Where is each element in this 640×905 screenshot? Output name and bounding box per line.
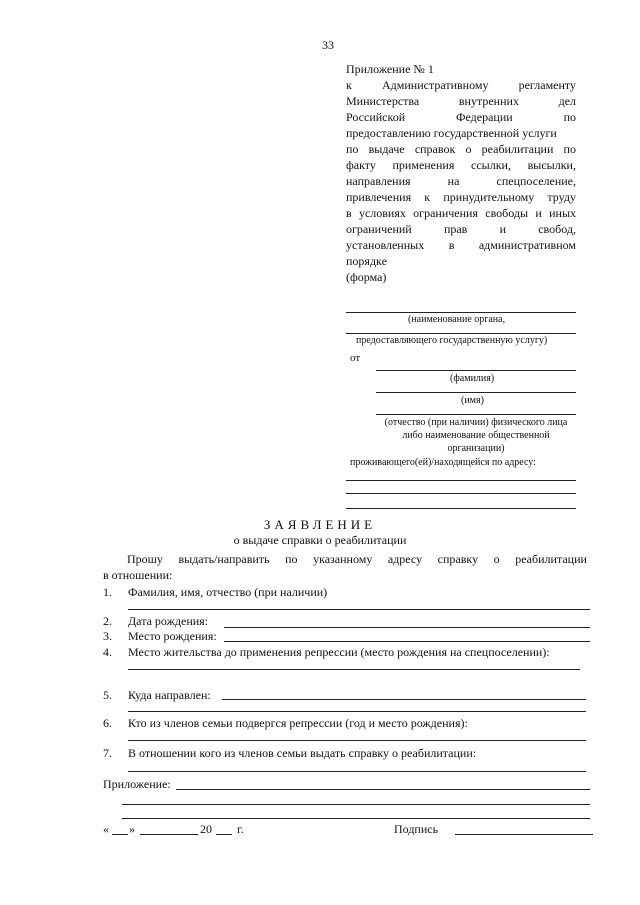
item-4-field[interactable]: [128, 669, 580, 670]
appendix-word: на: [447, 174, 460, 188]
patronymic-line[interactable]: [376, 414, 576, 415]
appendix-line: [346, 254, 576, 270]
item-4-label: Место жительства до применения репрессии (место рождения на спецпоселении):: [128, 645, 550, 659]
item-5-number: 5.: [103, 688, 112, 702]
address-line-2[interactable]: [346, 493, 576, 494]
appendix-word: принудительному: [443, 190, 535, 204]
appendix-word: свободы: [485, 206, 529, 220]
date-open-quote: «: [103, 822, 109, 836]
statement-subtitle: о выдаче справки о реабилитации: [233, 533, 407, 547]
intro-word: адресу: [387, 552, 423, 566]
appendix-word: по: [563, 110, 576, 124]
item-7-label: В отношении кого из членов семьи выдать справку о реабилитации:: [128, 746, 477, 760]
date-year-field[interactable]: [216, 834, 232, 835]
appendix-word: дел: [558, 94, 576, 108]
appendix-line: [346, 206, 576, 222]
organ-line-2[interactable]: [346, 333, 576, 334]
form-label: (форма): [346, 270, 387, 284]
appendix-line: [346, 158, 576, 174]
intro-word: указанному: [313, 552, 373, 566]
page-number: 33: [322, 38, 334, 52]
appendix-word: и: [499, 222, 506, 236]
item-2-number: 2.: [103, 614, 112, 628]
item-5-field-2[interactable]: [128, 711, 586, 712]
item-5-field-1[interactable]: [222, 699, 586, 700]
patronymic-caption-3: организации): [447, 443, 505, 454]
item-7-field[interactable]: [128, 771, 586, 772]
appendix-line: [346, 110, 576, 126]
date-day-field[interactable]: [112, 834, 128, 835]
patronymic-caption-2: либо наименование общественной: [402, 430, 550, 441]
name-caption: (имя): [461, 395, 484, 406]
appendix-word: спецпоселение,: [496, 174, 576, 188]
appendix-line: [346, 190, 576, 206]
appendix-word: ограничения: [413, 206, 478, 220]
appendix-word: справок: [414, 142, 456, 156]
item-7-number: 7.: [103, 746, 112, 760]
item-1-field[interactable]: [128, 609, 590, 610]
appendix-word: в: [448, 238, 455, 252]
intro-line-2: в отношении:: [103, 568, 173, 582]
surname-line[interactable]: [376, 370, 576, 371]
appendix-word: установленных: [346, 238, 425, 252]
appendix-word: Российской: [346, 110, 406, 124]
appendix-word: о: [465, 142, 472, 156]
from-label: от: [350, 352, 361, 364]
attachment-label: Приложение:: [103, 777, 171, 791]
item-2-label: Дата рождения:: [128, 614, 209, 628]
appendix-word: условиях: [358, 206, 406, 220]
organ-line-1[interactable]: [346, 312, 576, 313]
intro-word: реабилитации: [515, 552, 587, 566]
appendix-word: административном: [478, 238, 576, 252]
appendix-word: Министерства: [346, 94, 420, 108]
appendix-word: свобод,: [538, 222, 576, 236]
item-3-field[interactable]: [224, 641, 590, 642]
appendix-block: [346, 62, 576, 286]
appendix-word: факту: [346, 158, 376, 172]
patronymic-caption-1: (отчество (при наличии) физического лица: [384, 417, 568, 428]
item-1-label: Фамилия, имя, отчество (при наличии): [128, 585, 328, 599]
address-label: проживающего(ей)/находящейся по адресу:: [350, 457, 536, 468]
appendix-word: к: [346, 78, 352, 92]
appendix-word: Административному: [381, 78, 489, 92]
attachment-field-2[interactable]: [122, 804, 590, 805]
appendix-word: ссылки,: [471, 158, 511, 172]
intro-word: выдать/направить: [178, 552, 270, 566]
intro-word: о: [493, 552, 500, 566]
appendix-title: Приложение № 1: [346, 62, 434, 76]
organ-caption-1: (наименование органа,: [408, 314, 506, 325]
organ-caption-2: предоставляющего государственную услугу): [356, 335, 548, 346]
appendix-word: ограничений: [346, 222, 412, 236]
address-line-1[interactable]: [346, 480, 576, 481]
attachment-field-3[interactable]: [122, 818, 590, 819]
appendix-word: труду: [547, 190, 576, 204]
appendix-word: прав: [443, 222, 468, 236]
appendix-line: [346, 238, 576, 254]
appendix-word: высылки,: [527, 158, 576, 172]
name-line[interactable]: [376, 392, 576, 393]
date-year-suffix: г.: [237, 822, 244, 836]
appendix-line: [346, 78, 576, 94]
appendix-word: регламенту: [518, 78, 576, 92]
appendix-word: направления: [346, 174, 411, 188]
appendix-word: реабилитации: [481, 142, 554, 156]
appendix-word: выдаче: [368, 142, 405, 156]
signature-label: Подпись: [394, 822, 439, 836]
item-6-label: Кто из членов семьи подвергся репрессии (год и место рождения):: [128, 716, 468, 730]
appendix-text: [346, 78, 576, 270]
address-line-3[interactable]: [346, 508, 576, 509]
intro-line-1: [127, 552, 587, 567]
appendix-word: порядке: [346, 254, 387, 268]
appendix-word: Федерации: [456, 110, 513, 124]
appendix-line: [346, 142, 576, 158]
intro-word: справку: [437, 552, 479, 566]
item-1-number: 1.: [103, 585, 112, 599]
date-close-quote: »: [129, 822, 135, 836]
signature-field[interactable]: [455, 834, 593, 835]
appendix-line: [346, 222, 576, 238]
item-4-number: 4.: [103, 645, 112, 659]
item-2-field[interactable]: [224, 627, 590, 628]
appendix-word: к: [424, 190, 431, 204]
item-6-field[interactable]: [128, 740, 586, 741]
item-3-number: 3.: [103, 629, 112, 643]
intro-word: Прошу: [127, 552, 163, 566]
intro-word: по: [285, 552, 298, 566]
surname-caption: (фамилия): [450, 373, 495, 384]
appendix-word: по: [346, 142, 359, 156]
appendix-line: [346, 174, 576, 190]
appendix-word: иных: [549, 206, 576, 220]
appendix-word: применения: [392, 158, 455, 172]
appendix-word: в: [346, 206, 352, 220]
appendix-word: привлечения: [346, 190, 412, 204]
attachment-field-1[interactable]: [176, 789, 590, 790]
appendix-word: внутренних: [458, 94, 519, 108]
appendix-word: и: [535, 206, 542, 220]
item-6-number: 6.: [103, 716, 112, 730]
item-5-label: Куда направлен:: [128, 688, 211, 702]
item-3-label: Место рождения:: [128, 629, 217, 643]
date-year-prefix: 20: [200, 822, 212, 836]
appendix-word: по: [563, 142, 576, 156]
appendix-word: предоставлению государственной услуги: [346, 126, 557, 140]
appendix-line: [346, 94, 576, 110]
statement-title: ЗАЯВЛЕНИЕ: [263, 517, 377, 532]
date-month-field[interactable]: [140, 834, 198, 835]
appendix-line: [346, 126, 576, 142]
